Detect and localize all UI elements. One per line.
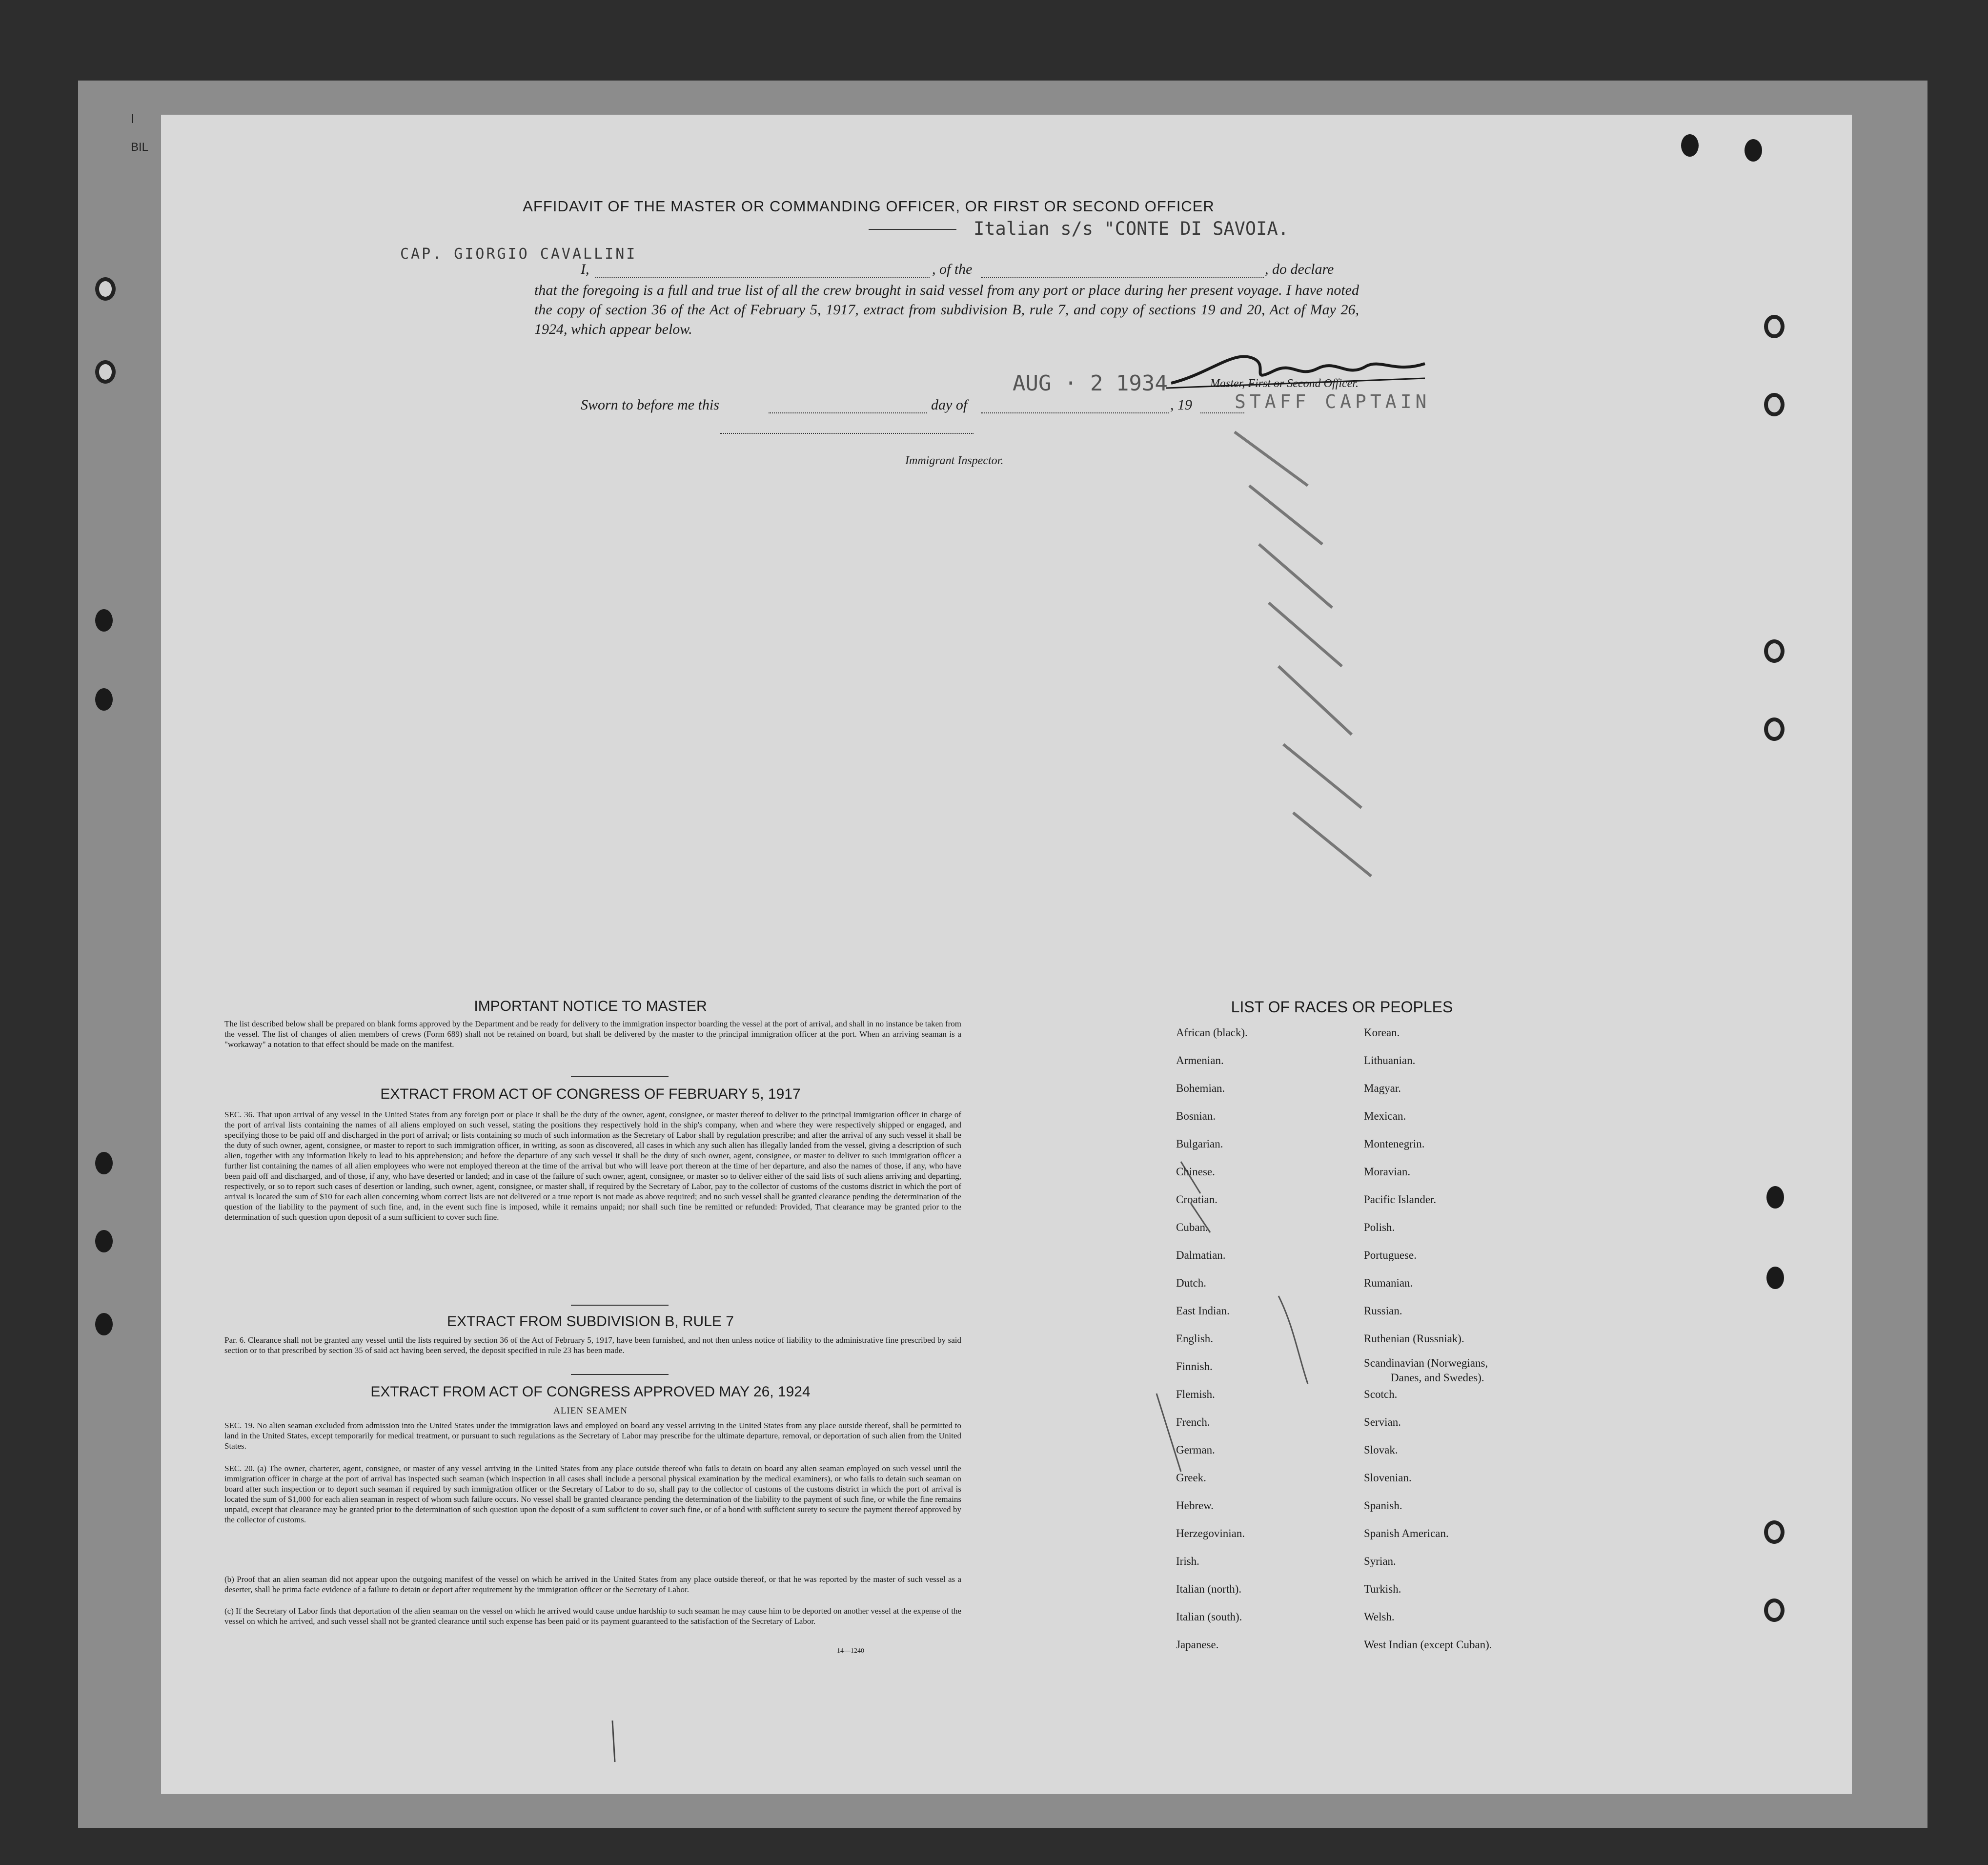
binding-hole: [95, 609, 113, 632]
race-left: Finnish.: [1176, 1360, 1213, 1373]
race-left: Cuban.: [1176, 1221, 1208, 1233]
race-left: Croatian.: [1176, 1193, 1217, 1206]
divider: [571, 1076, 669, 1077]
alien-seamen-subtitle: ALIEN SEAMEN: [553, 1406, 628, 1416]
sec20c-text: (c) If the Secretary of Labor finds that deportation of the alien seaman on the vessel on which he arrived would cause undue hardship to such seaman he may cause him to be deported on another vessel at the expense of the vessel on which he arrived, and such vessel shall not be granted clearance until such expense has been paid or its payment guaranteed to the satisfaction of the Secretary of Labor.: [224, 1606, 961, 1626]
margin-mark-bil: BIL: [131, 141, 149, 154]
race-left: Flemish.: [1176, 1388, 1215, 1400]
race-right-continuation: Danes, and Swedes).: [1391, 1372, 1484, 1384]
notice-title: IMPORTANT NOTICE TO MASTER: [474, 998, 707, 1014]
binding-hole: [95, 360, 116, 384]
affidavit-title: AFFIDAVIT OF THE MASTER OR COMMANDING OFFICER, OR FIRST OR SECOND OFFICER: [523, 198, 1215, 215]
binding-hole: [95, 1152, 113, 1174]
affidavit-body: that the foregoing is a full and true list of all the crew brought in said vessel from any port or place during her present voyage. I have noted the copy of section 36 of the Act of February 5, 1917, extract from subdivision B, rule 7, and copy of sections 19 and 20, Act of May 26, 1924, which appear below.: [534, 282, 1359, 337]
race-right: Portuguese.: [1364, 1249, 1417, 1261]
binding-hole: [95, 1313, 113, 1335]
race-left: Italian (north).: [1176, 1583, 1242, 1595]
race-right: Lithuanian.: [1364, 1054, 1416, 1066]
race-left: African (black).: [1176, 1026, 1248, 1039]
race-right: Polish.: [1364, 1221, 1395, 1233]
sec20a-text: SEC. 20. (a) The owner, charterer, agent, consignee, or master of any vessel arriving in the United States from any place outside thereof who fails to detain on board any alien seaman employed on such vessel until the immigration officer in charge at the port of arrival has inspected such seaman (which inspection in all cases shall include a personal physical examination by the medical examiners), or who fails to detain such seaman on board after such inspection or to deport such seaman if required by such immigration officer or the Secretary of Labor to do so, shall pay to the collector of customs of the customs district in which the port of arrival is located the sum of $1,000 for each alien seaman in respect of whom such failure occurs. No vessel shall be granted clearance pending the determination of the liability to the payment of such fine, or while the fine remains unpaid, except that clearance may be granted prior to the determination of such question upon the deposit of a sum sufficient to cover such fine, or of a bond with sufficient surety to secure the payment thereof approved by the collector of customs.: [224, 1464, 961, 1524]
race-right: West Indian (except Cuban).: [1364, 1639, 1492, 1651]
race-right: Slovak.: [1364, 1444, 1398, 1456]
staff-captain-stamp: STAFF CAPTAIN: [1235, 391, 1431, 412]
race-right: Slovenian.: [1364, 1472, 1412, 1484]
race-right: Montenegrin.: [1364, 1138, 1425, 1150]
race-left: Italian (south).: [1176, 1611, 1242, 1623]
race-right: Ruthenian (Russniak).: [1364, 1332, 1464, 1345]
race-right: Pacific Islander.: [1364, 1193, 1437, 1206]
race-right: Mexican.: [1364, 1110, 1406, 1122]
race-right: Turkish.: [1364, 1583, 1401, 1595]
rule7-text: Par. 6. Clearance shall not be granted any vessel until the lists required by section 36 of the Act of February 5, 1917, have been furnished, and not then unless notice of liability to the administrative fine prescribed by said section or to that prescribed by section 35 of said act having been served, the deposit specified in rule 23 has been made.: [224, 1335, 961, 1355]
race-left: Bulgarian.: [1176, 1138, 1223, 1150]
notice-text: The list described below shall be prepared on blank forms approved by the Department and be ready for delivery to the immigration inspector boarding the vessel at the port of arrival, and shall in no instance be taken from the vessel. The list of changes of alien members of crews (Form 689) shall not be retained on board, but shall be delivered by the master to the principal immigration officer at the port. When an arriving seaman is a "workaway" a notation to that effect should be made on the manifest.: [224, 1019, 961, 1049]
race-left: Bohemian.: [1176, 1082, 1225, 1094]
sec19-text: SEC. 19. No alien seaman excluded from admission into the United States under the immigration laws and employed on board any vessel arriving in the United States from any place outside thereof, shall be permitted to land in the United States, except temporarily for medical treatment, or pursuant to such regulations as the Secretary of Labor may prescribe for the ultimate departure, removal, or deportation of such alien from the United States.: [224, 1421, 961, 1451]
divider: [571, 1374, 669, 1375]
race-left: Dalmatian.: [1176, 1249, 1226, 1261]
extract-1917-title: EXTRACT FROM ACT OF CONGRESS OF FEBRUARY 5, 1917: [380, 1086, 801, 1102]
date-stamp: AUG · 2 1934: [1013, 371, 1168, 396]
signature-caption: Master, First or Second Officer.: [1210, 377, 1359, 390]
extract-1917-text: SEC. 36. That upon arrival of any vessel in the United States from any foreign port or place it shall be the duty of the owner, agent, consignee, or master thereof to deliver to the principal immigration officer in charge of the port of arrival lists containing the names of all aliens employed on such vessel, stating the positions they respectively hold in the ship's company, when and where they were respectively shipped or engaged, and specifying those to be paid off and discharged in the port of arrival; or lists containing so much of such information as the Secretary of Labor shall by regulation prescribe; and after the arrival of any such vessel it shall be the duty of such owner, agent, consignee, or master to report to such immigration officer, in writing, as soon as discovered, all cases in which any such alien has illegally landed from the vessel, giving a description of such alien, together with any information likely to lead to his apprehension; and before the departure of any such vessel it shall be the duty of such owner, agent, consignee, or master to deliver to such immigration officer a further list containing the names of all alien employees who were not employed thereon at the time of the arrival but who will leave port thereon at the time of her departure, and also the names of those, if any, who have been paid off and discharged, and of those, if any, who have deserted or landed; and in case of the failure of such owner, agent, consignee, or master so to deliver either of the said lists of such aliens arriving and departing, respectively, or so to report such cases of desertion or landing, such owner, agent, consignee, or master shall, if required by the Secretary of Labor, pay to the collector of customs of the customs district in which the port of arrival is located the sum of $10 for each alien concerning whom correct lists are not delivered or a true report is not made as above required; and no such vessel shall be granted clearance pending the determination of the question of the liability to the payment of such fine, and, in the event such fine is imposed, while it remains unpaid; nor shall such fine be remitted or refunded: Provided, That clearance may be granted prior to the determination of such question upon deposit of a sum sufficient to cover such fine.: [224, 1110, 961, 1222]
affidavit-i: I,: [581, 261, 589, 277]
race-left: Herzegovinian.: [1176, 1527, 1245, 1539]
race-left: Chinese.: [1176, 1166, 1215, 1178]
form-number: 14—1240: [837, 1647, 864, 1655]
race-right: Scotch.: [1364, 1388, 1398, 1400]
sworn-prefix: Sworn to before me this: [581, 397, 719, 413]
race-right: Spanish.: [1364, 1499, 1402, 1512]
race-left: German.: [1176, 1444, 1215, 1456]
race-right: Russian.: [1364, 1305, 1402, 1317]
race-left: Dutch.: [1176, 1277, 1206, 1289]
binding-hole: [95, 688, 113, 711]
race-right: Syrian.: [1364, 1555, 1396, 1567]
affidavit-of-the: , of the: [932, 261, 973, 277]
divider: [571, 1305, 669, 1306]
race-left: French.: [1176, 1416, 1210, 1428]
race-right: Welsh.: [1364, 1611, 1395, 1623]
sec20b-text: (b) Proof that an alien seaman did not appear upon the outgoing manifest of the vessel on which he arrived in the United States from any place outside thereof, or that he was reported by the master of such vessel as a deserter, shall be prima facie evidence of a failure to detain or deport after requirement by the immigration officer or the Secretary of Labor.: [224, 1575, 961, 1594]
race-left: Hebrew.: [1176, 1499, 1214, 1512]
sworn-day-label: day of: [931, 397, 968, 413]
race-left: Armenian.: [1176, 1054, 1224, 1066]
pencil-marks: [161, 115, 1852, 1794]
race-right: Scandinavian (Norwegians,: [1364, 1357, 1488, 1369]
affidavit-declare: , do declare: [1265, 261, 1334, 277]
sworn-year-label: , 19: [1170, 397, 1192, 413]
race-left: East Indian.: [1176, 1305, 1230, 1317]
race-right: Servian.: [1364, 1416, 1401, 1428]
race-right: Korean.: [1364, 1026, 1400, 1039]
race-left: English.: [1176, 1332, 1214, 1345]
extract-1924-title: EXTRACT FROM ACT OF CONGRESS APPROVED MAY 26, 1924: [370, 1384, 811, 1400]
race-left: Irish.: [1176, 1555, 1199, 1567]
race-right: Magyar.: [1364, 1082, 1401, 1094]
binding-hole: [95, 1230, 113, 1252]
races-title: LIST OF RACES OR PEOPLES: [1231, 998, 1453, 1016]
race-right: Moravian.: [1364, 1166, 1411, 1178]
race-left: Bosnian.: [1176, 1110, 1216, 1122]
inspector-caption: Immigrant Inspector.: [905, 454, 1004, 467]
race-left: Greek.: [1176, 1472, 1206, 1484]
rule7-title: EXTRACT FROM SUBDIVISION B, RULE 7: [447, 1313, 734, 1330]
race-left: Japanese.: [1176, 1639, 1219, 1651]
race-right: Spanish American.: [1364, 1527, 1449, 1539]
race-right: Rumanian.: [1364, 1277, 1413, 1289]
manifest-page: [161, 115, 1852, 1794]
master-name-typed: CAP. GIORGIO CAVALLINI: [400, 246, 637, 263]
margin-mark-top: I: [131, 111, 135, 126]
binding-hole: [95, 277, 116, 301]
vessel-name-typed: Italian s/s "CONTE DI SAVOIA.: [974, 218, 1289, 239]
